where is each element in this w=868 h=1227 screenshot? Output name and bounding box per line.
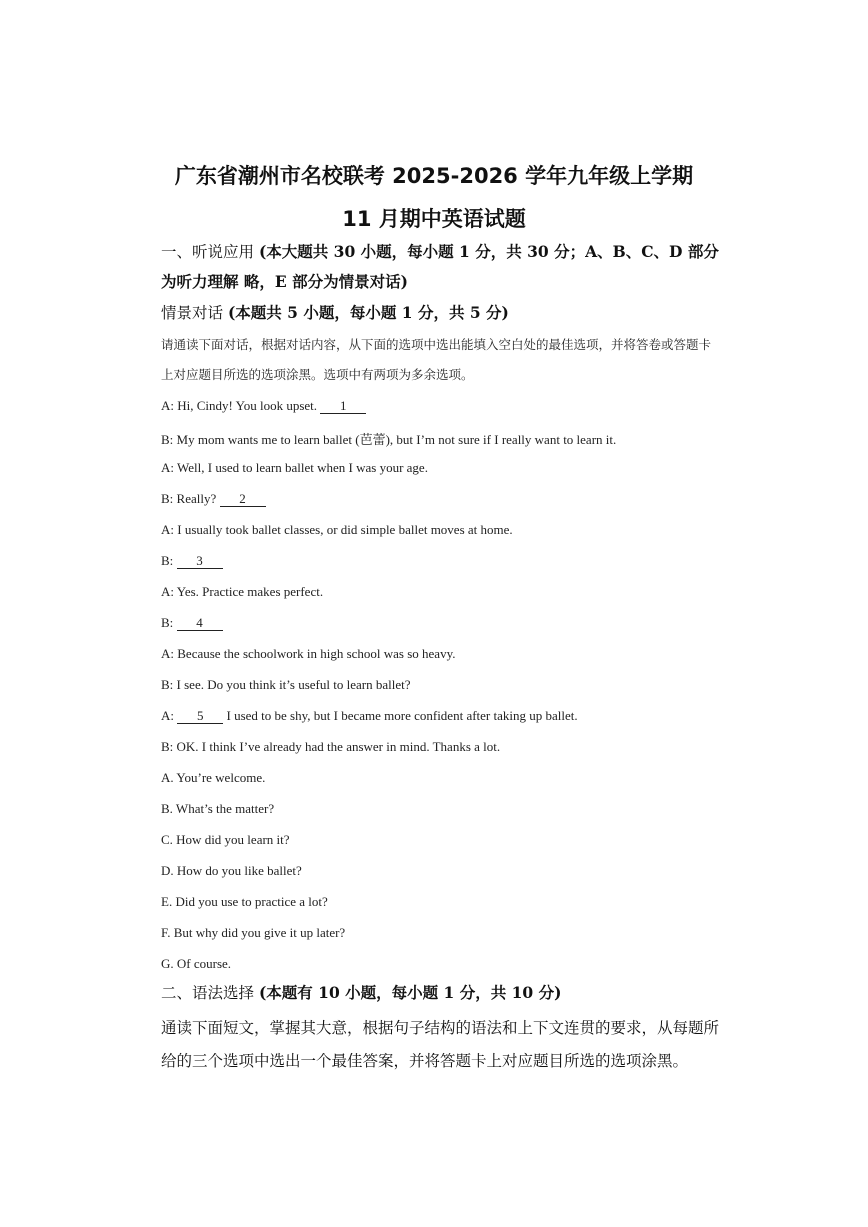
dialogue-line <box>161 429 616 448</box>
answer-blank[interactable]: 3 <box>177 554 223 569</box>
dialogue-line <box>161 646 456 662</box>
part-e-instruction: 请通读下面对话，根据对话内容，从下面的选项中选出能填入空白处的最佳选项，并将答卷或答题卡上对应题目所选的选项涂黑。选项中有两项为多余选项。 <box>161 337 712 382</box>
dialogue-line <box>161 460 428 476</box>
dialogue-text: A: Because the schoolwork in high school was so heavy. <box>161 646 456 661</box>
section1-heading: 一、听说应用 <box>161 243 255 261</box>
option-item: G. Of course. <box>161 956 232 971</box>
dialogue-text: B: OK. I think I’ve already had the answer in mind. Thanks a lot. <box>161 739 501 754</box>
dialogue-text: B: I see. Do you think it’s useful to learn ballet? <box>161 677 411 692</box>
dialogue-line <box>161 584 323 600</box>
dialogue-text: B: Really? <box>161 491 220 506</box>
option-item: B. What’s the matter? <box>161 801 275 816</box>
dialogue-line <box>161 739 500 755</box>
dialogue-line <box>161 491 266 507</box>
answer-blank[interactable]: 4 <box>177 616 223 631</box>
dialogue-text: B: <box>161 553 177 568</box>
dialogue-text: A: Yes. Practice makes perfect. <box>161 584 324 599</box>
dialogue-text: B: My mom wants me to learn ballet (芭蕾), but I’m not sure if I really want to learn it. <box>161 432 617 447</box>
dialogue-text-after: I used to be shy, but I became more confident after taking up ballet. <box>223 708 578 723</box>
exam-title-line2: 11 月期中英语试题 <box>342 207 526 231</box>
answer-blank[interactable]: 2 <box>220 492 266 507</box>
section2-header <box>161 978 721 1008</box>
dialogue-line <box>161 615 223 631</box>
part-e-heading: 情景对话 <box>161 304 224 322</box>
answer-blank[interactable]: 1 <box>320 399 366 414</box>
answer-blank[interactable]: 5 <box>177 709 223 724</box>
section2-heading: 二、语法选择 <box>161 984 255 1002</box>
dialogue-text: A: I usually took ballet classes, or did simple ballet moves at home. <box>161 522 513 537</box>
option-item: A. You’re welcome. <box>161 770 266 785</box>
exam-title-line1: 广东省潮州市名校联考 2025-2026 学年九年级上学期 <box>174 164 694 188</box>
section2-note: (本题有 10 小题，每小题 1 分，共 10 分) <box>258 983 562 1002</box>
section1-note: (本大题共 30 小题，每小题 1 分，共 30 分；A、B、C、D 部分为听力理解 略，E 部分为情景对话) <box>161 242 719 291</box>
dialogue-text: A: Hi, Cindy! You look upset. <box>161 398 321 413</box>
dialogue-text: A: Well, I used to learn ballet when I was your age. <box>161 460 428 475</box>
part-e-header <box>161 298 721 328</box>
part-e-note: (本题共 5 小题，每小题 1 分，共 5 分) <box>227 303 509 322</box>
option-item: D. How do you like ballet? <box>161 863 302 878</box>
dialogue-line <box>161 553 223 569</box>
dialogue-text: A: <box>161 708 178 723</box>
dialogue-line <box>161 708 578 724</box>
option-item: F. But why did you give it up later? <box>161 925 346 940</box>
dialogue-line <box>161 522 513 538</box>
dialogue-text: B: <box>161 615 177 630</box>
dialogue-line <box>161 398 366 414</box>
option-item: C. How did you learn it? <box>161 832 290 847</box>
section2-instruction: 通读下面短文，掌握其大意，根据句子结构的语法和上下文连贯的要求，从每题所给的三个选项中选出一个最佳答案，并将答题卡上对应题目所选的选项涂黑。 <box>161 1019 720 1070</box>
dialogue-line <box>161 677 410 693</box>
option-item: E. Did you use to practice a lot? <box>161 894 328 909</box>
section1-header <box>161 237 721 297</box>
